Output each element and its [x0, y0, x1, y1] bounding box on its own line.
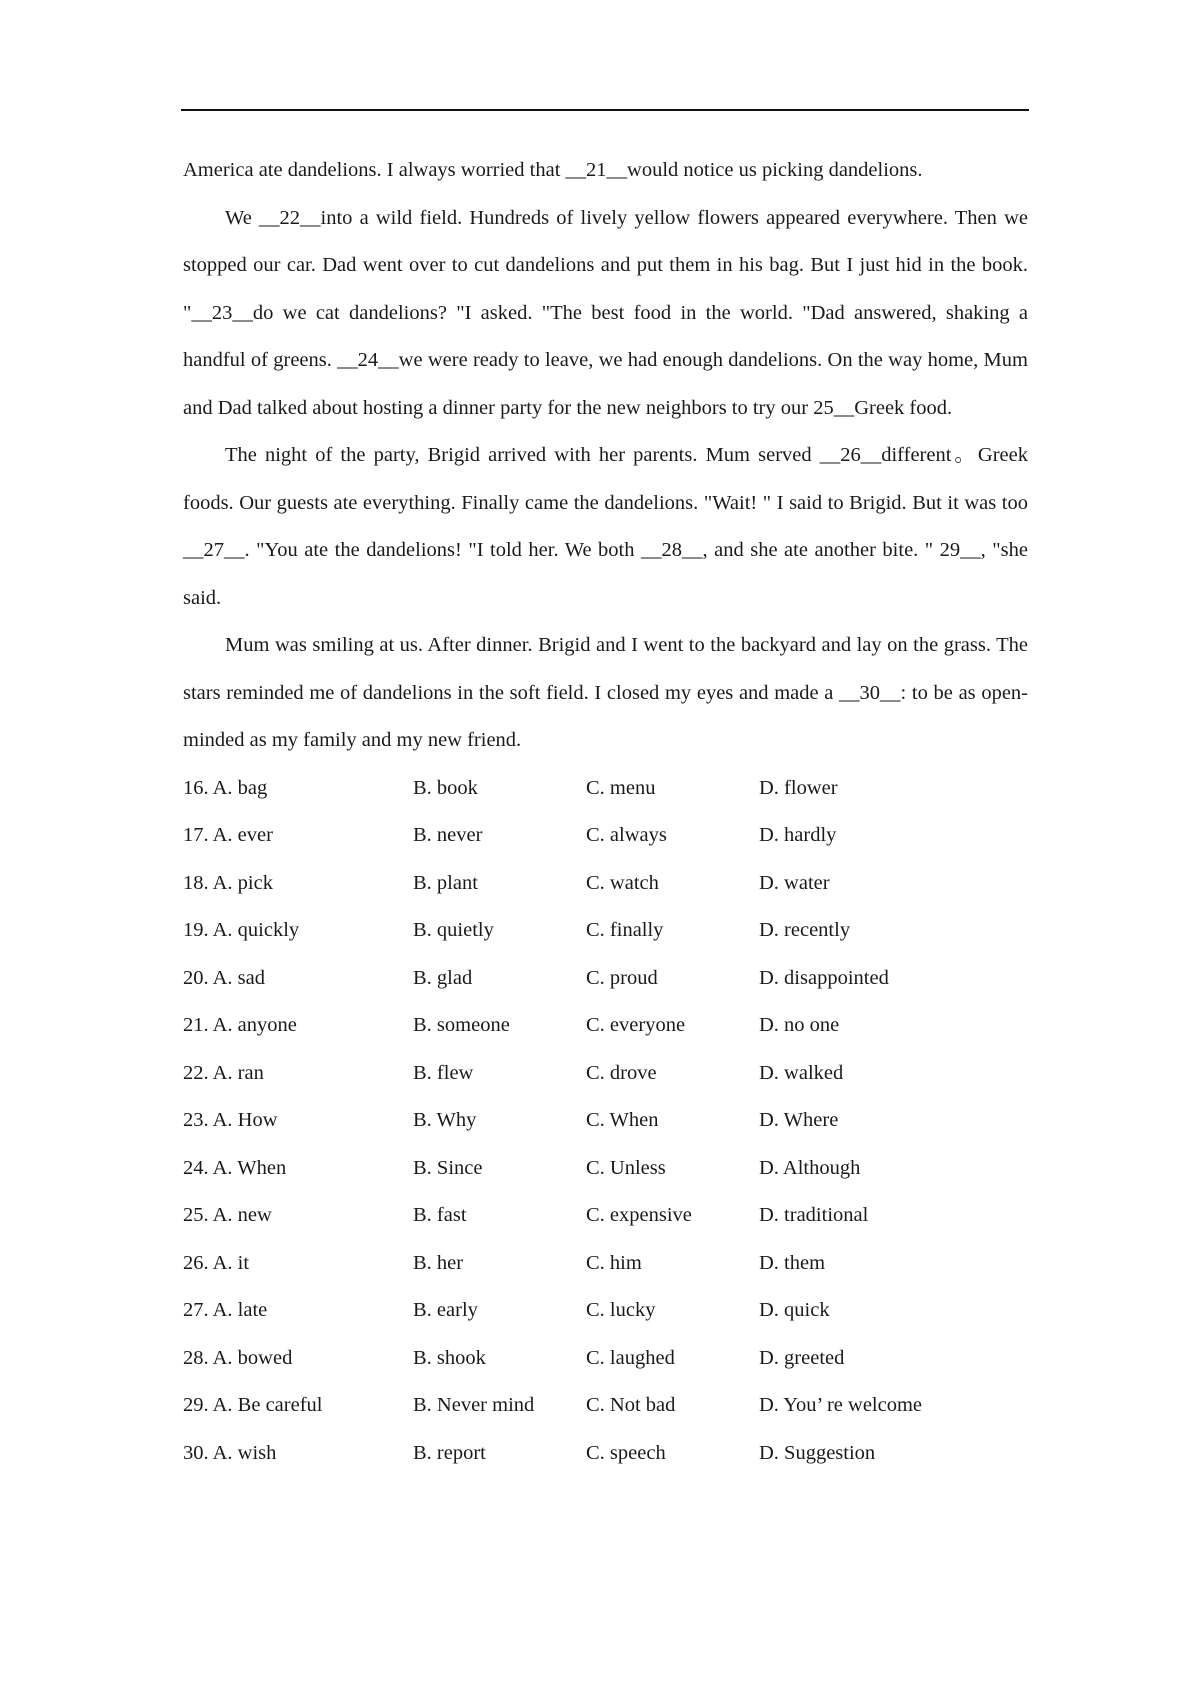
option-b: B. Never mind [413, 1394, 535, 1416]
option-b: B. plant [413, 871, 478, 894]
option-a: 24. A. When [183, 1156, 287, 1179]
passage-paragraph: We __22__into a wild field. Hundreds of lively yellow flowers appeared everywhere. Then we stopped our car. Dad went over to cut dandelions and put them in his bag. But I just hid in the book. "__23__do we cat dandelions? "I asked. "The best food in the world. "Dad answered, shaking a handful of greens. __24__we were ready to leave, we had enough dandelions. On the way home, Mum and Dad talked about hosting a dinner party for the new neighbors to try our 25__Greek food. [183, 206, 1028, 419]
question-options-row [183, 1097, 1028, 1145]
option-c: C. finally [586, 919, 664, 941]
option-d: D. recently [759, 919, 851, 941]
answer-options-list [183, 765, 1028, 1478]
option-a: 27. A. late [183, 1299, 268, 1321]
option-a: 28. A. bowed [183, 1346, 293, 1369]
option-d: D. water [759, 871, 830, 894]
question-options-row [183, 1002, 1028, 1050]
question-options-row [183, 1240, 1028, 1288]
option-d: D. traditional [759, 1204, 869, 1226]
option-c: C. When [586, 1109, 659, 1131]
question-options-row [183, 1335, 1028, 1383]
question-options-row [183, 1287, 1028, 1335]
option-a: 20. A. sad [183, 966, 265, 989]
passage-paragraph-continuation: America ate dandelions. I always worried that __21__would notice us picking dandelions. [183, 159, 923, 181]
option-d: D. disappointed [759, 966, 889, 989]
option-a: 22. A. ran [183, 1061, 264, 1084]
option-c: C. expensive [586, 1204, 692, 1226]
question-options-row [183, 907, 1028, 955]
option-c: C. always [586, 824, 667, 846]
option-d: D. Although [759, 1156, 861, 1179]
header-rule [181, 109, 1029, 111]
question-options-row [183, 812, 1028, 860]
option-b: B. flew [413, 1061, 474, 1084]
option-b: B. never [413, 824, 483, 846]
option-a: 23. A. How [183, 1109, 278, 1131]
option-b: B. book [413, 776, 478, 799]
option-c: C. Unless [586, 1156, 666, 1179]
option-b: B. someone [413, 1014, 510, 1036]
option-c: C. everyone [586, 1014, 686, 1036]
option-b: B. report [413, 1441, 486, 1464]
option-d: D. Suggestion [759, 1441, 876, 1464]
option-c: C. proud [586, 966, 658, 989]
option-b: B. her [413, 1251, 464, 1274]
question-options-row [183, 860, 1028, 908]
option-c: C. lucky [586, 1299, 656, 1321]
option-a: 29. A. Be careful [183, 1394, 323, 1416]
question-options-row [183, 765, 1028, 813]
question-options-row [183, 955, 1028, 1003]
question-options-row [183, 1430, 1028, 1478]
option-b: B. Since [413, 1156, 483, 1179]
option-b: B. early [413, 1299, 478, 1321]
option-c: C. laughed [586, 1346, 675, 1369]
option-c: C. drove [586, 1061, 657, 1084]
option-d: D. hardly [759, 824, 837, 846]
option-b: B. quietly [413, 919, 494, 941]
option-b: B. Why [413, 1109, 477, 1131]
question-options-row [183, 1145, 1028, 1193]
option-d: D. flower [759, 776, 838, 799]
option-b: B. fast [413, 1204, 467, 1226]
question-options-row [183, 1382, 1028, 1430]
question-options-row [183, 1050, 1028, 1098]
option-d: D. You’ re welcome [759, 1394, 923, 1416]
option-b: B. shook [413, 1346, 486, 1369]
option-c: C. menu [586, 776, 656, 799]
document-body [183, 147, 1028, 1477]
option-b: B. glad [413, 966, 473, 989]
passage-paragraph: The night of the party, Brigid arrived with her parents. Mum served __26__different。Greek foods. Our guests ate everything. Finally came the dandelions. "Wait! " I said to Brigid. But it was too __27__. "You ate the dandelions! "I told her. We both __28__, and she ate another bite. " 29__, "she said. [183, 444, 1028, 609]
option-c: C. him [586, 1251, 642, 1274]
question-options-row [183, 1192, 1028, 1240]
option-c: C. speech [586, 1441, 666, 1464]
option-a: 21. A. anyone [183, 1014, 297, 1036]
option-a: 25. A. new [183, 1204, 272, 1226]
option-d: D. no one [759, 1014, 840, 1036]
option-d: D. walked [759, 1061, 844, 1084]
option-c: C. Not bad [586, 1394, 676, 1416]
option-a: 17. A. ever [183, 824, 273, 846]
option-d: D. them [759, 1251, 826, 1274]
option-a: 16. A. bag [183, 776, 268, 799]
option-d: D. Where [759, 1109, 839, 1131]
option-d: D. quick [759, 1299, 830, 1321]
option-d: D. greeted [759, 1346, 845, 1369]
option-a: 18. A. pick [183, 871, 273, 894]
option-a: 30. A. wish [183, 1441, 277, 1464]
option-c: C. watch [586, 871, 659, 894]
passage-paragraph: Mum was smiling at us. After dinner. Brigid and I went to the backyard and lay on the grass. The stars reminded me of dandelions in the soft field. I closed my eyes and made a __30__: to be as open-minded as my family and my new friend. [183, 634, 1028, 751]
option-a: 26. A. it [183, 1251, 250, 1274]
option-a: 19. A. quickly [183, 919, 300, 941]
